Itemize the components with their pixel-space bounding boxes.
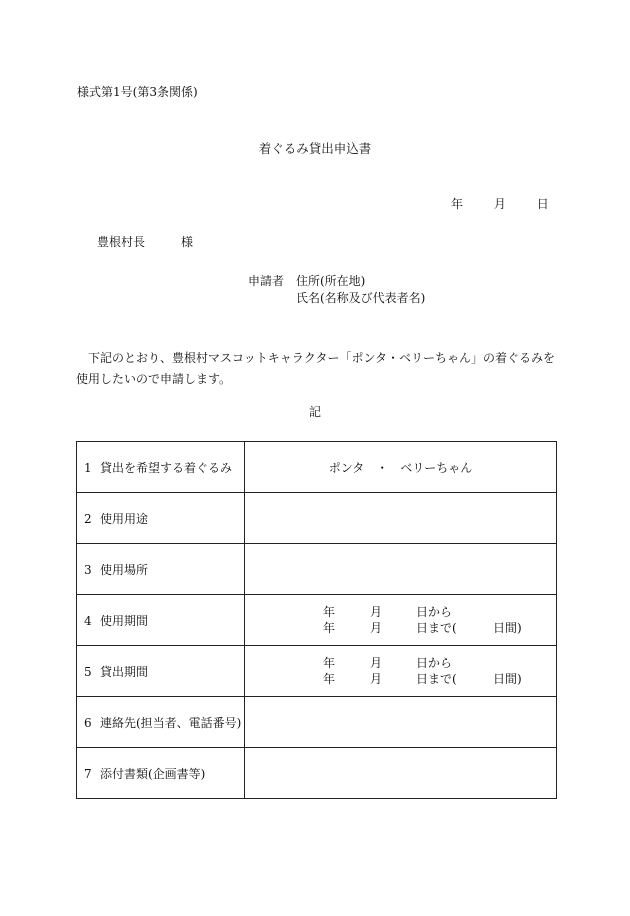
table-row [77,646,557,697]
date-line [451,198,549,210]
item-number: 1 [84,460,92,475]
item-label: 連絡先(担当者、電話番号) [100,715,242,730]
applicant-address-label: 住所(所在地) [296,274,366,288]
usage-period-field[interactable] [245,595,557,646]
applicant-label: 申請者 [248,274,285,288]
period-until-label: 日まで( [416,672,457,686]
date-year-label: 年 [451,197,464,211]
addressee-name: 豊根村長 [97,235,146,249]
table-row [77,697,557,748]
mascot-value: ポンタ ・ ベリーちゃん [328,460,473,475]
document-title: 着ぐるみ貸出申込書 [258,141,372,156]
item-label-cell [77,442,245,493]
addressee [97,236,193,248]
ki-heading: 記 [308,405,321,419]
period-month-label: 月 [370,656,383,670]
period-grid [245,604,556,636]
mascot-value-field[interactable] [245,442,557,493]
lending-period-field[interactable] [245,646,557,697]
date-month-label: 月 [493,197,506,211]
item-label-cell [77,595,245,646]
period-month-label: 月 [370,672,383,686]
attachments-field[interactable] [245,748,557,799]
item-label: 使用場所 [100,562,149,577]
addressee-honorific: 様 [181,235,194,249]
item-number: 5 [84,664,92,679]
item-label-cell [77,697,245,748]
period-month-label: 月 [370,605,383,619]
item-number: 4 [84,613,92,628]
period-year-label: 年 [323,656,336,670]
item-label: 添付書類(企画書等) [100,766,206,781]
period-month-label: 月 [370,621,383,635]
usage-location-field[interactable] [245,544,557,595]
period-year-label: 年 [323,672,336,686]
item-label: 使用期間 [100,613,149,628]
period-until-label: 日まで( [416,621,457,635]
period-from-label: 日から [416,605,453,619]
period-year-label: 年 [323,621,336,635]
item-number: 7 [84,766,92,781]
item-label-cell [77,748,245,799]
item-label: 使用用途 [100,511,149,526]
item-label: 貸出を希望する着ぐるみ [100,460,233,475]
application-table [76,441,557,799]
period-grid [245,655,556,687]
item-label-cell [77,544,245,595]
period-from-label: 日から [416,656,453,670]
request-body-text: 下記のとおり、豊根村マスコットキャラクター「ポンタ・ベリーちゃん」の着ぐるみを使用したいので申請します。 [76,351,556,386]
contact-field[interactable] [245,697,557,748]
table-row [77,544,557,595]
item-label-cell [77,493,245,544]
item-label: 貸出期間 [100,664,149,679]
applicant-name-label: 氏名(名称及び代表者名) [296,291,426,305]
usage-purpose-field[interactable] [245,493,557,544]
form-number: 様式第1号(第3条関係) [77,85,198,99]
period-days-label: 日間) [493,621,522,635]
period-days-label: 日間) [493,672,522,686]
table-row [77,493,557,544]
period-year-label: 年 [323,605,336,619]
table-row [77,595,557,646]
date-day-label: 日 [536,197,549,211]
table-row [77,748,557,799]
item-number: 2 [84,511,92,526]
item-number: 6 [84,715,92,730]
item-number: 3 [84,562,92,577]
item-label-cell [77,646,245,697]
table-row [77,442,557,493]
